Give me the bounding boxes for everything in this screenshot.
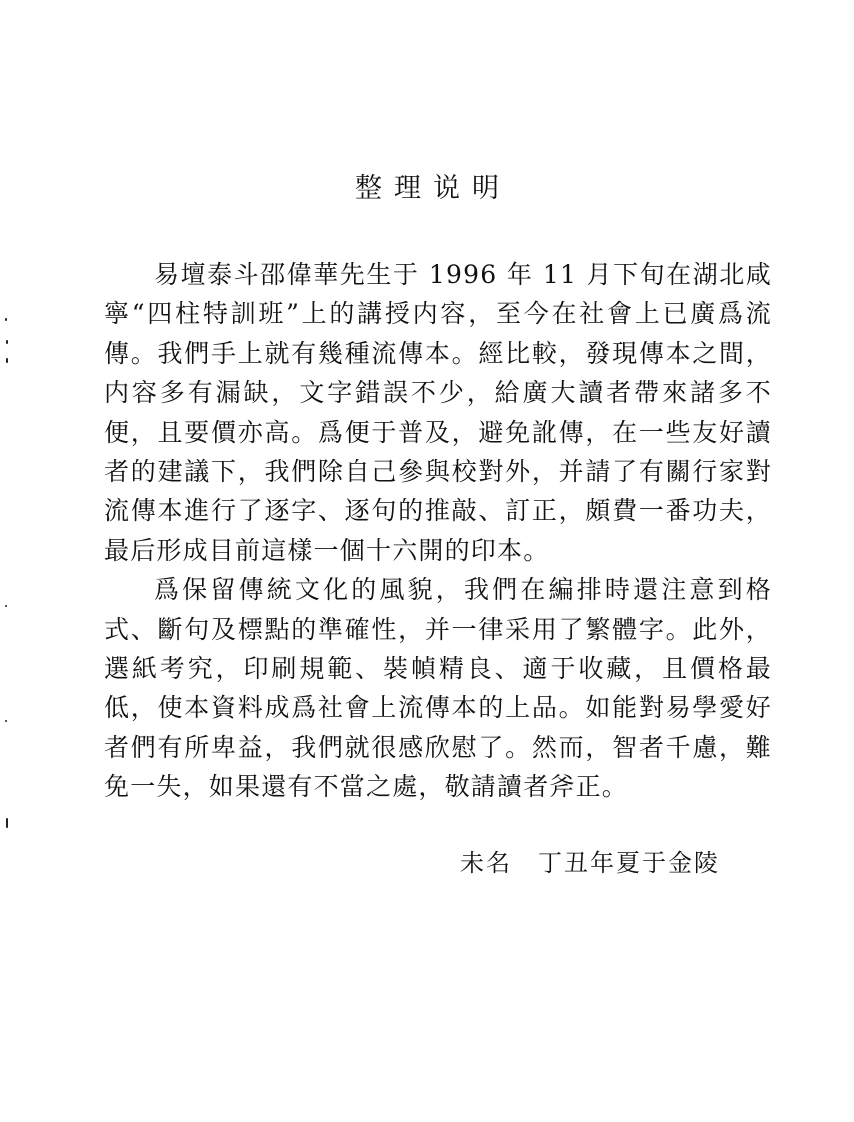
- scan-speck: [5, 318, 7, 321]
- scan-speck: [6, 340, 8, 344]
- scan-speck: [6, 818, 8, 828]
- page-title: 整理说明: [355, 173, 511, 204]
- document-body: [104, 255, 772, 807]
- signature-line: 未名 丁丑年夏于金陵: [460, 849, 720, 877]
- scan-speck: [5, 720, 7, 722]
- paragraph-2: 爲保留傳統文化的風貌，我們在編排時還注意到格式、斷句及標點的準確性，并一律采用了繁體字。此外，選紙考究，印刷規範、裝幀精良、適于收藏，且價格最低，使本資料成爲社會上流傳本的上品。如能對易學愛好者們有所卑益，我們就很感欣慰了。然而，智者千慮，難免一失，如果還有不當之處，敬請讀者斧正。: [104, 575, 772, 802]
- scan-speck: [5, 605, 7, 607]
- scan-speck: [6, 358, 8, 363]
- paragraph-1: 易壇泰斗邵偉華先生于 1996 年 11 月下旬在湖北咸寧“四柱特訓班”上的講授内容，至今在社會上已廣爲流傳。我們手上就有幾種流傳本。經比較，發現傳本之間，内容多有漏缺，文字錯誤不少，給廣大讀者帶來諸多不便，且要價亦高。爲便于普及，避免訛傳，在一些友好讀者的建議下，我們除自己參與校對外，并請了有關行家對流傳本進行了逐字、逐句的推敲、訂正，頗費一番功夫，最后形成目前這樣一個十六開的印本。: [104, 260, 772, 565]
